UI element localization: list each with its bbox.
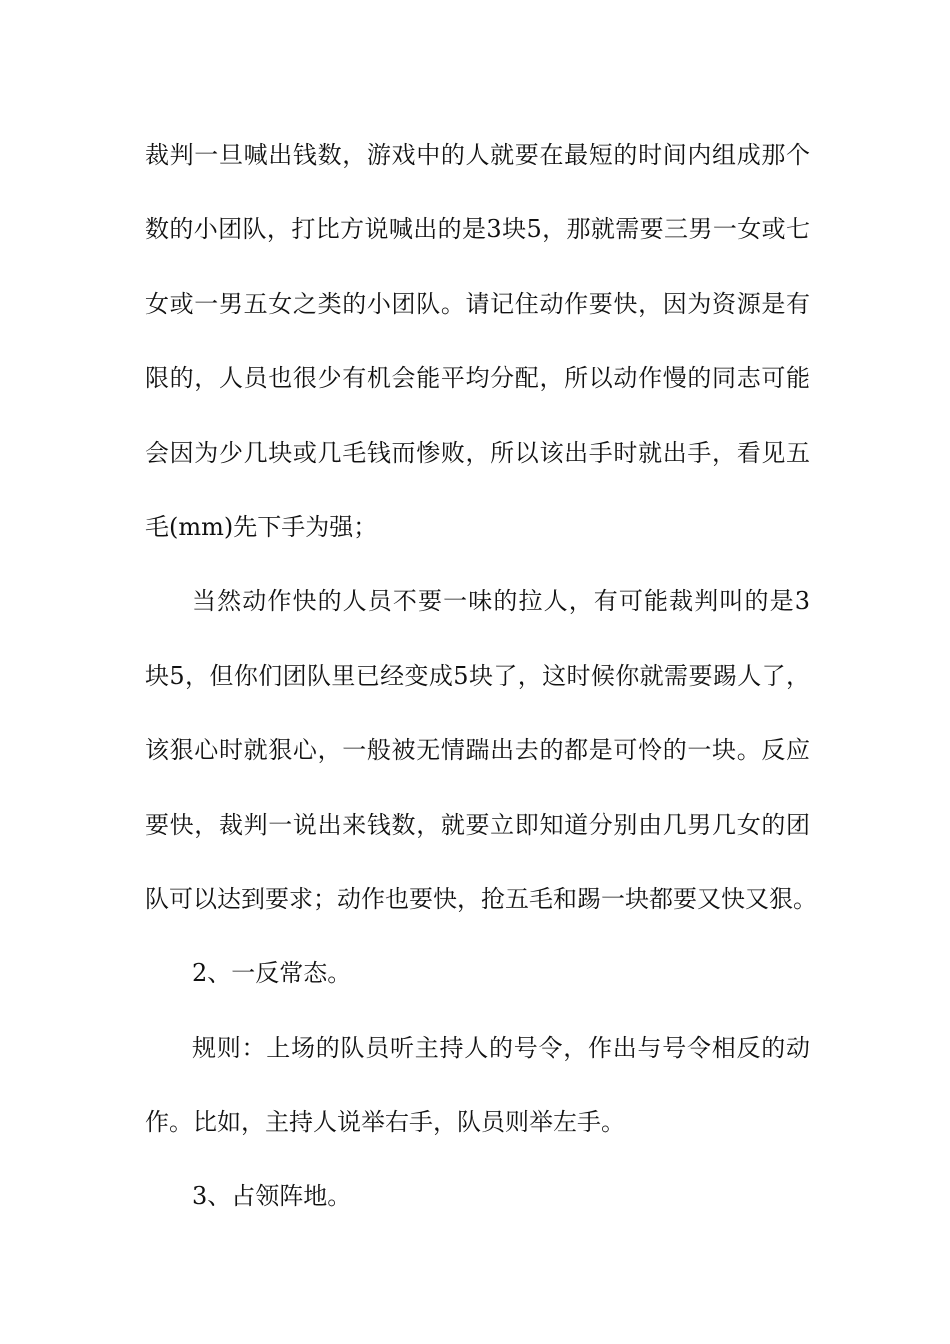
document-body [145,125,817,1241]
text-line: 当然动作快的人员不要一味的拉人，有可能裁判叫的是3 [192,587,810,616]
text-line: 规则：上场的队员听主持人的号令，作出与号令相反的动 [192,1033,810,1062]
text-line: 裁判一旦喊出钱数，游戏中的人就要在最短的时间内组成那个 [145,141,810,169]
section-heading: 3、占领阵地。 [192,1182,352,1211]
text-line: 会因为少几块或几毛钱而惨败，所以该出手时就出手，看见五 [145,438,810,467]
section-heading: 2、一反常态。 [192,959,352,988]
text-line: 作。比如，主持人说举右手，队员则举左手。 [145,1108,625,1137]
text-line: 该狠心时就狠心，一般被无情踹出去的都是可怜的一块。反应 [145,736,810,765]
text-line: 队可以达到要求；动作也要快，抢五毛和踢一块都要又快又狠。 [145,884,817,913]
text-line: 要快，裁判一说出来钱数，就要立即知道分别由几男几女的团 [145,810,810,839]
text-line: 女或一男五女之类的小团队。请记住动作要快，因为资源是有 [145,289,810,318]
text-line: 块5，但你们团队里已经变成5块了，这时候你就需要踢人了， [145,661,810,690]
text-line: 限的，人员也很少有机会能平均分配，所以动作慢的同志可能 [145,364,810,393]
text-line: 数的小团队，打比方说喊出的是3块5，那就需要三男一女或七 [145,215,810,244]
text-line: 毛(mm)先下手为强； [145,512,378,541]
